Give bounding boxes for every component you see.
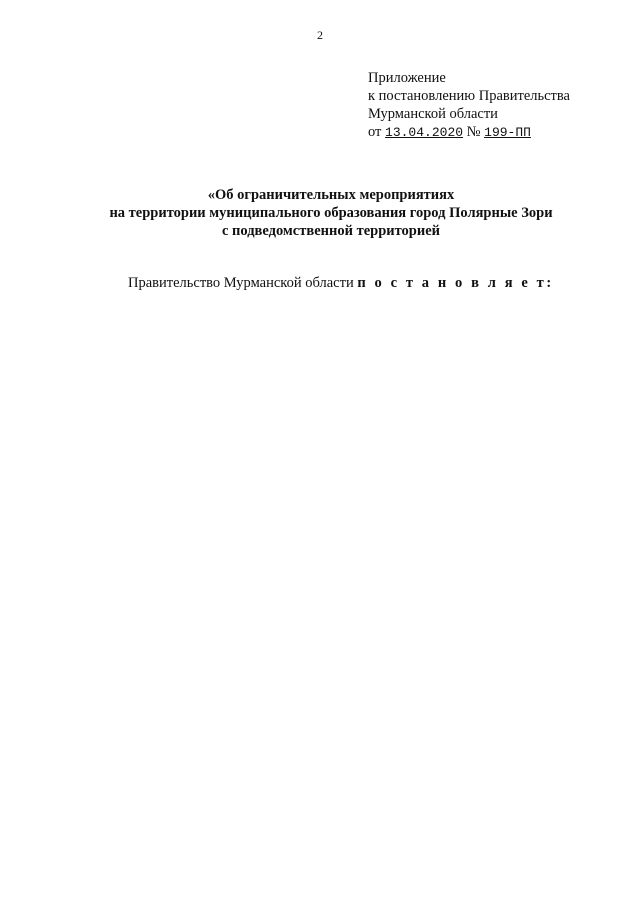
- date-prefix: от: [368, 124, 382, 140]
- intro-verb: п о с т а н о в л я е т:: [357, 275, 554, 291]
- appendix-date-line: [368, 123, 600, 142]
- appendix-line-2: к постановлению Правительства: [368, 88, 570, 104]
- page-number: 2: [317, 28, 323, 42]
- title-line-2: на территории муниципального образования город Полярные Зори: [109, 205, 553, 221]
- appendix-line-3: Мурманской области: [368, 106, 498, 122]
- resolution-number: 199-ПП: [484, 125, 531, 140]
- resolution-date: 13.04.2020: [385, 125, 464, 140]
- intro-paragraph: [92, 274, 600, 292]
- appendix-line-1: Приложение: [368, 70, 446, 86]
- title-line-1: «Об ограничительных мероприятиях: [207, 187, 455, 203]
- number-prefix: №: [466, 124, 481, 140]
- document-body: [92, 274, 600, 292]
- title-line-3: с подведомственной территорией: [221, 223, 441, 239]
- intro-lead: Правительство Мурманской области: [128, 275, 354, 291]
- document-title: [62, 186, 600, 240]
- appendix-block: [368, 69, 600, 142]
